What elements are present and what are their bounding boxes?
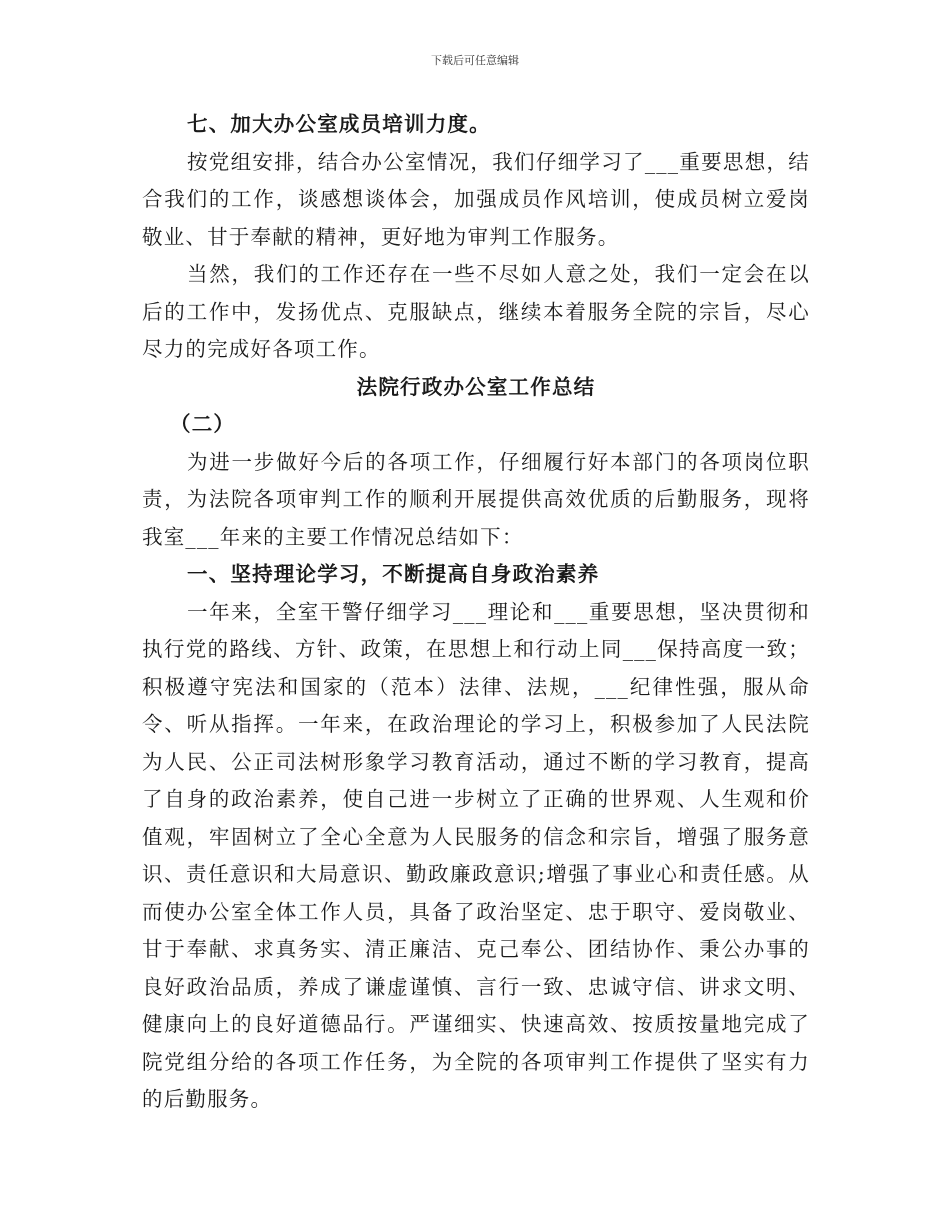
document-title: 法院行政办公室工作总结: [356, 374, 596, 399]
section-7-paragraph-2: 当然，我们的工作还存在一些不尽如人意之处，我们一定会在以后的工作中，发扬优点、克服缺点，继续本着服务全院的宗旨，尽心尽力的完成好各项工作。: [142, 262, 810, 361]
section-7-paragraph-1: 按党组安排，结合办公室情况，我们仔细学习了___重要思想，结合我们的工作，谈感想谈体会，加强成员作风培训，使成员树立爱岗敬业、甘于奉献的精神，更好地为审判工作服务。: [142, 149, 810, 249]
document-subtitle: （二）: [170, 412, 236, 436]
section-7-heading: 七、加大办公室成员培训力度。: [187, 112, 491, 136]
document-body: [142, 106, 810, 1119]
section-1-paragraph: 一年来，全室干警仔细学习___理论和___重要思想，坚决贯彻和执行党的路线、方针、政策，在思想上和行动上同___保持高度一致；积极遵守宪法和国家的（范本）法律、法规，___纪律性强，服从命令、听从指挥。一年来，在政治理论的学习上，积极参加了人民法院为人民、公正司法树形象学习教育活动，通过不断的学习教育，提高了自身的政治素养，使自己进一步树立了正确的世界观、人生观和价值观，牢固树立了全心全意为人民服务的信念和宗旨，增强了服务意识、责任意识和大局意识、勤政廉政意识;增强了事业心和责任感。从而使办公室全体工作人员，具备了政治坚定、忠于职守、爱岗敬业、甘于奉献、求真务实、清正廉洁、克己奉公、团结协作、秉公办事的良好政治品质，养成了谦虚谨慎、言行一致、忠诚守信、讲求文明、健康向上的良好道德品行。严谨细实、快速高效、按质按量地完成了院党组分给的各项工作任务，为全院的各项审判工作提供了坚实有力的后勤服务。: [142, 599, 810, 1111]
section-1-heading: 一、坚持理论学习，不断提高自身政治素养: [187, 562, 600, 586]
page-header: 下载后可任意编辑: [431, 54, 519, 67]
intro-paragraph: 为进一步做好今后的各项工作，仔细履行好本部门的各项岗位职责，为法院各项审判工作的顺利开展提供高效优质的后勤服务，现将我室___年来的主要工作情况总结如下：: [142, 449, 810, 549]
